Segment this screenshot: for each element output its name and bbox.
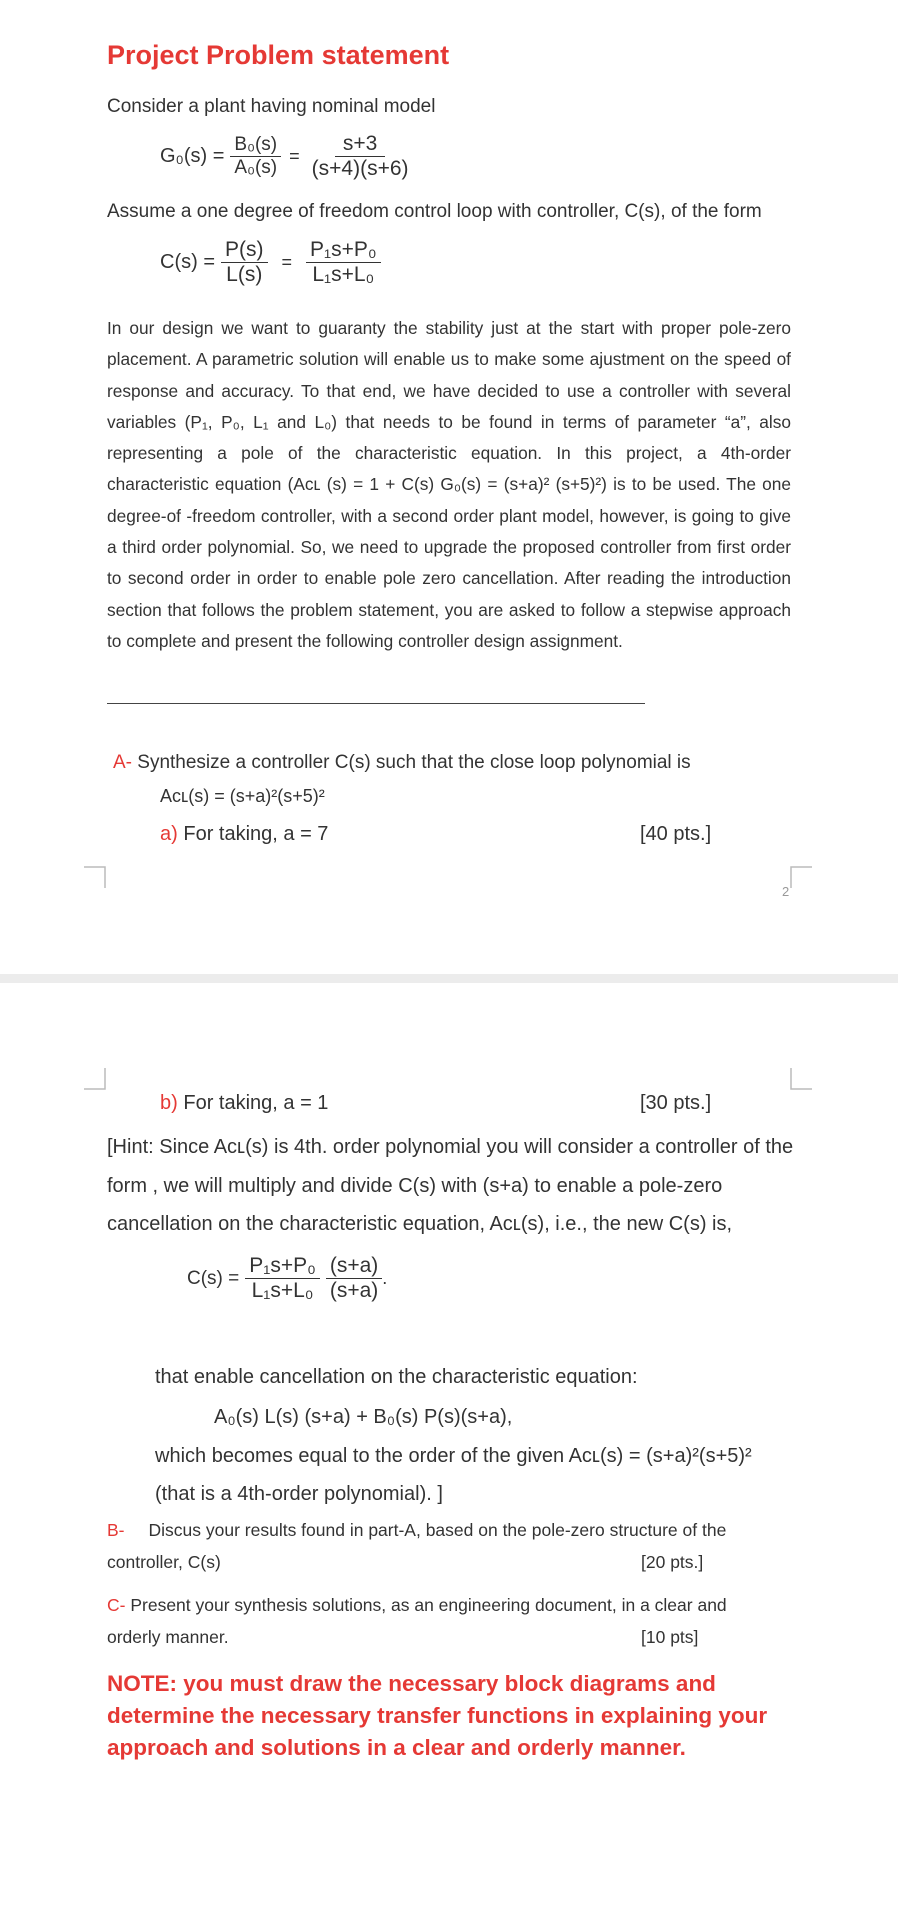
part-a-text: Synthesize a controller C(s) such that the close loop polynomial is	[132, 752, 691, 773]
part-c-text: Present your synthesis solutions, as an engineering document, in a clear and	[125, 1595, 727, 1615]
g0-den1: A₀(s)	[234, 157, 278, 179]
part-c-label: C-	[107, 1595, 126, 1615]
controller-equation	[160, 238, 381, 287]
g0-eq: =	[289, 146, 300, 167]
part-a-b-points: [30 pts.]	[640, 1092, 712, 1114]
new-controller-equation	[187, 1254, 387, 1303]
becomes-text: which becomes equal to the order of the given Aᴄʟ(s) = (s+a)²(s+5)²	[155, 1445, 752, 1467]
c1-den2: L₁s+L₀	[312, 263, 375, 287]
plant-model-equation	[160, 132, 413, 181]
part-a-a-label: a)	[160, 823, 178, 845]
part-a-polynomial: Aᴄʟ(s) = (s+a)²(s+5)²	[160, 786, 325, 806]
part-c-text-2: orderly manner.	[107, 1627, 229, 1647]
that-is-text: (that is a 4th-order polynomial). ]	[155, 1483, 443, 1505]
c2-lhs: C(s) =	[187, 1267, 240, 1289]
c2-num1: P₁s+P₀	[245, 1254, 320, 1279]
enable-text: that enable cancellation on the characteristic equation:	[155, 1366, 638, 1388]
g0-fraction-2	[308, 132, 413, 181]
part-a-heading	[113, 752, 691, 774]
corner-mark-top-left-icon	[84, 866, 106, 888]
part-a-a-text: For taking, a = 7	[177, 823, 329, 845]
c1-fraction-2	[306, 238, 381, 287]
c2-dot: .	[382, 1268, 388, 1289]
part-b-item	[107, 1520, 726, 1541]
part-a-a-item	[160, 823, 328, 846]
g0-num1: B₀(s)	[230, 134, 281, 157]
note-text: NOTE: you must draw the necessary block diagrams and determine the necessary transfer functions in explaining your approach and solutions in a clear and orderly manner.	[107, 1671, 768, 1760]
c2-fraction-1	[245, 1254, 320, 1303]
c1-eq: =	[281, 252, 293, 273]
c2-den2: (s+a)	[329, 1279, 379, 1303]
page-number: 2	[782, 884, 790, 899]
c2-num2: (s+a)	[326, 1254, 382, 1279]
part-b-text: Discus your results found in part-A, based on the pole-zero structure of the	[148, 1520, 727, 1540]
c2-den1: L₁s+L₀	[251, 1279, 314, 1303]
corner-mark-bottom-left-icon	[84, 1068, 106, 1090]
part-a-label: A-	[113, 752, 132, 773]
c2-fraction-2	[326, 1254, 382, 1303]
part-a-a-points: [40 pts.]	[640, 823, 712, 845]
problem-paragraph: In our design we want to guaranty the stability just at the start with proper pole-zero placement. A parametric solution will enable us to make some ajustment on the speed of response and accuracy. To that end, we have decided to use a controller with several variables (P₁, P₀, L₁ and L₀) that needs to be found in terms of parameter “a”, also representing a pole of the characteristic equation. In this project, a 4th-order characteristic equation (Aᴄʟ (s) = 1 + C(s) G₀(s) = (s+a)² (s+5)²) is to be used. The one degree-of -freedom controller, with a second order plant model, however, is going to give a third order polynomial. So, we need to upgrade the proposed controller from first order to second order in order to enable pole zero cancellation. After reading the introduction section that follows the problem statement, you are asked to follow a stepwise approach to complete and present the following controller design assignment.	[107, 318, 791, 651]
page-title: Project Problem statement	[107, 40, 450, 70]
c1-num1: P(s)	[221, 238, 268, 263]
c1-num2: P₁s+P₀	[306, 238, 381, 263]
part-c-item	[107, 1595, 727, 1616]
g0-den2: (s+4)(s+6)	[311, 157, 409, 181]
corner-mark-top-right-icon	[790, 866, 812, 888]
assume-text: Assume a one degree of freedom control loop with controller, C(s), of the form	[107, 201, 762, 222]
intro-text: Consider a plant having nominal model	[107, 96, 436, 117]
part-b-text-2: controller, C(s)	[107, 1552, 221, 1572]
part-b-label: B-	[107, 1520, 125, 1540]
page-gap	[0, 974, 898, 983]
g0-num2: s+3	[335, 132, 385, 157]
hint-text: [Hint: Since Aᴄʟ(s) is 4th. order polynomial you will consider a controller of the form , we will multiply and divide C(s) with (s+a) to enable a pole-zero cancellation on the characteristic equation, Aᴄʟ(s), i.e., the new C(s) is,	[107, 1136, 794, 1235]
g0-lhs: G₀(s) =	[160, 145, 225, 168]
part-c-points: [10 pts]	[641, 1627, 699, 1647]
characteristic-equation: A₀(s) L(s) (s+a) + B₀(s) P(s)(s+a),	[214, 1406, 513, 1428]
part-a-b-label: b)	[160, 1092, 178, 1114]
part-a-b-text: For taking, a = 1	[177, 1092, 329, 1114]
part-b-points: [20 pts.]	[641, 1552, 704, 1572]
c1-lhs: C(s) =	[160, 251, 215, 274]
g0-fraction-1	[230, 134, 281, 179]
corner-mark-bottom-right-icon	[790, 1068, 812, 1090]
c1-fraction-1	[221, 238, 268, 287]
c1-den1: L(s)	[226, 263, 263, 287]
part-a-b-item	[160, 1092, 328, 1115]
divider-line	[107, 703, 645, 704]
